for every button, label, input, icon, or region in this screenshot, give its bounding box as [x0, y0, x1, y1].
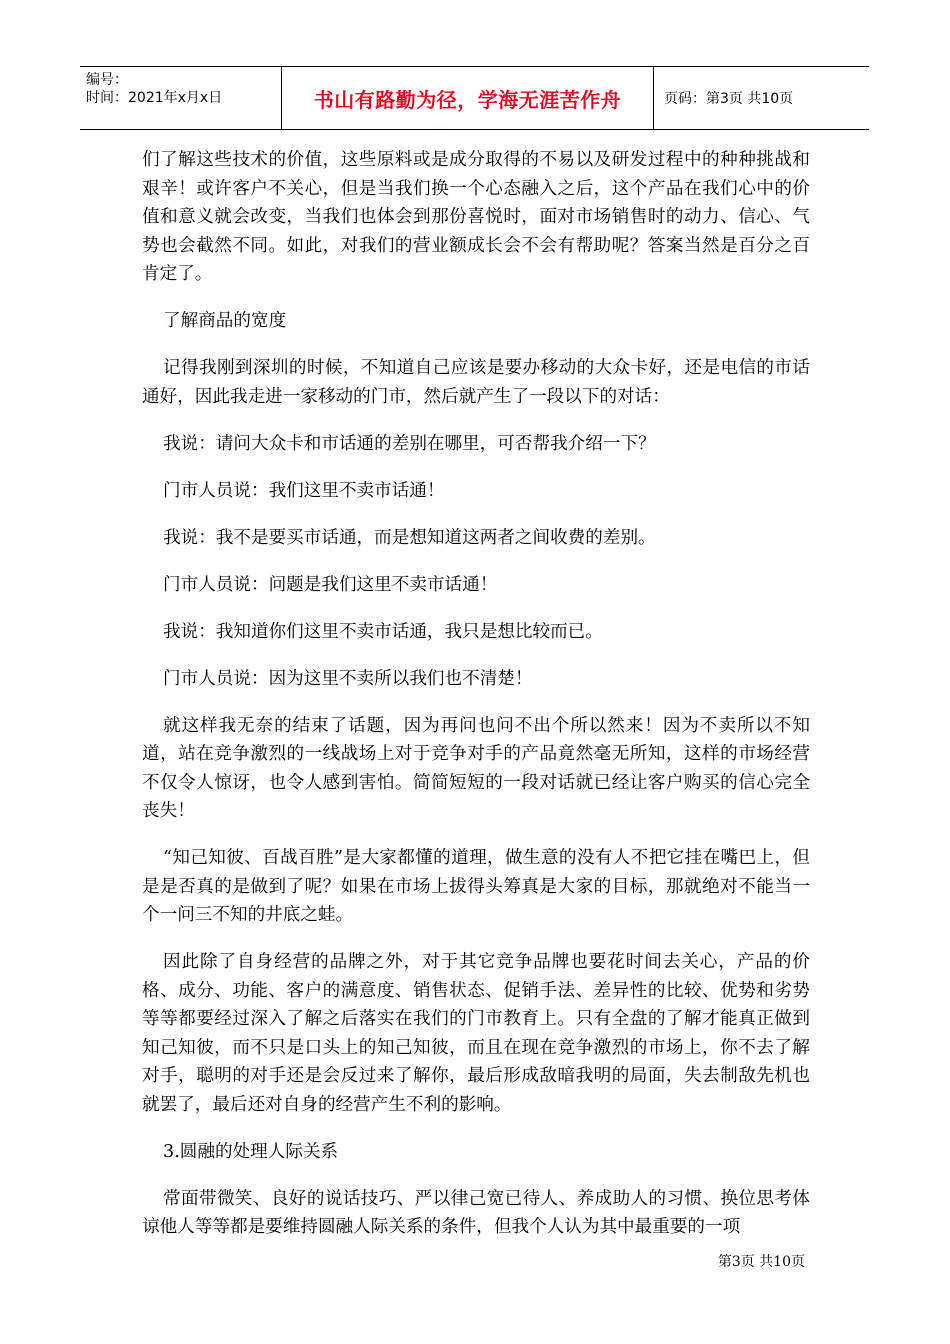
dialogue-line: 我说：我知道你们这里不卖市话通，我只是想比较而已。 — [163, 621, 603, 642]
paragraph: 记得我刚到深圳的时候，不知道自己应该是要办移动的大众卡好，还是电信的市话通好，因此我走进一家移动的门市，然后就产生了一段以下的对话： — [142, 358, 810, 407]
document-body — [142, 146, 810, 1260]
paragraph: 就这样我无奈的结束了话题，因为再问也问不出个所以然来！因为不卖所以不知道，站在竞争激烈的一线战场上对于竞争对手的产品竟然毫无所知，这样的市场经营不仅令人惊讶，也令人感到害怕。简简短短的一段对话就已经让客户购买的信心完全丧失！ — [142, 715, 810, 821]
dialogue-line: 门市人员说：我们这里不卖市话通！ — [163, 480, 445, 501]
document-time: 时间：2021年x月x日 — [86, 90, 223, 106]
document-number: 编号： — [86, 72, 128, 88]
paragraph: “知己知彼、百战百胜”是大家都懂的道理，做生意的没有人不把它挂在嘴巴上，但是是否真的是做到了呢？如果在市场上拔得头筹真是大家的目标，那就绝对不能当一个一问三不知的井底之蛙。 — [142, 848, 810, 925]
page-header — [80, 66, 869, 130]
dialogue-line: 我说：我不是要买市话通，而是想知道这两者之间收费的差别。 — [163, 527, 656, 548]
header-page-info: 页码：第3页 共10页 — [664, 91, 794, 107]
dialogue-line: 门市人员说：因为这里不卖所以我们也不清楚！ — [163, 668, 533, 689]
dialogue-line: 门市人员说：问题是我们这里不卖市话通！ — [163, 574, 498, 595]
paragraph: 因此除了自身经营的品牌之外，对于其它竞争品牌也要花时间去关心，产品的价格、成分、功能、客户的满意度、销售状态、促销手法、差异性的比较、优势和劣势等等都要经过深入了解之后落实在我们的门市教育上。只有全盘的了解才能真正做到知己知彼，而不只是口头上的知己知彼，而且在现在竞争激烈的市场上，你不去了解对手，聪明的对手还是会反过来了解你，最后形成敌暗我明的局面，失去制敌先机也就罢了，最后还对自身的经营产生不利的影响。 — [142, 952, 810, 1115]
paragraph: 常面带微笑、良好的说话技巧、严以律己宽已待人、养成助人的习惯、换位思考体谅他人等等都是要维持圆融人际关系的条件，但我个人认为其中最重要的一项 — [142, 1188, 810, 1237]
dialogue-line: 我说：请问大众卡和市话通的差别在哪里，可否帮我介绍一下？ — [163, 433, 656, 454]
section-heading: 3.圆融的处理人际关系 — [163, 1141, 339, 1162]
header-motto: 书山有路勤为径，学海无涯苦作舟 — [282, 67, 654, 129]
paragraph: 们了解这些技术的价值，这些原料或是成分取得的不易以及研发过程中的种种挑战和艰辛！或许客户不关心，但是当我们换一个心态融入之后，这个产品在我们心中的价值和意义就会改变，当我们也体会到那份喜悦时，面对市场销售时的动力、信心、气势也会截然不同。如此，对我们的营业额成长会不会有帮助呢？答案当然是百分之百肯定了。 — [142, 150, 810, 284]
section-heading: 了解商品的宽度 — [163, 311, 287, 331]
page-footer: 第3页 共10页 — [717, 1254, 805, 1270]
header-meta — [80, 67, 282, 129]
